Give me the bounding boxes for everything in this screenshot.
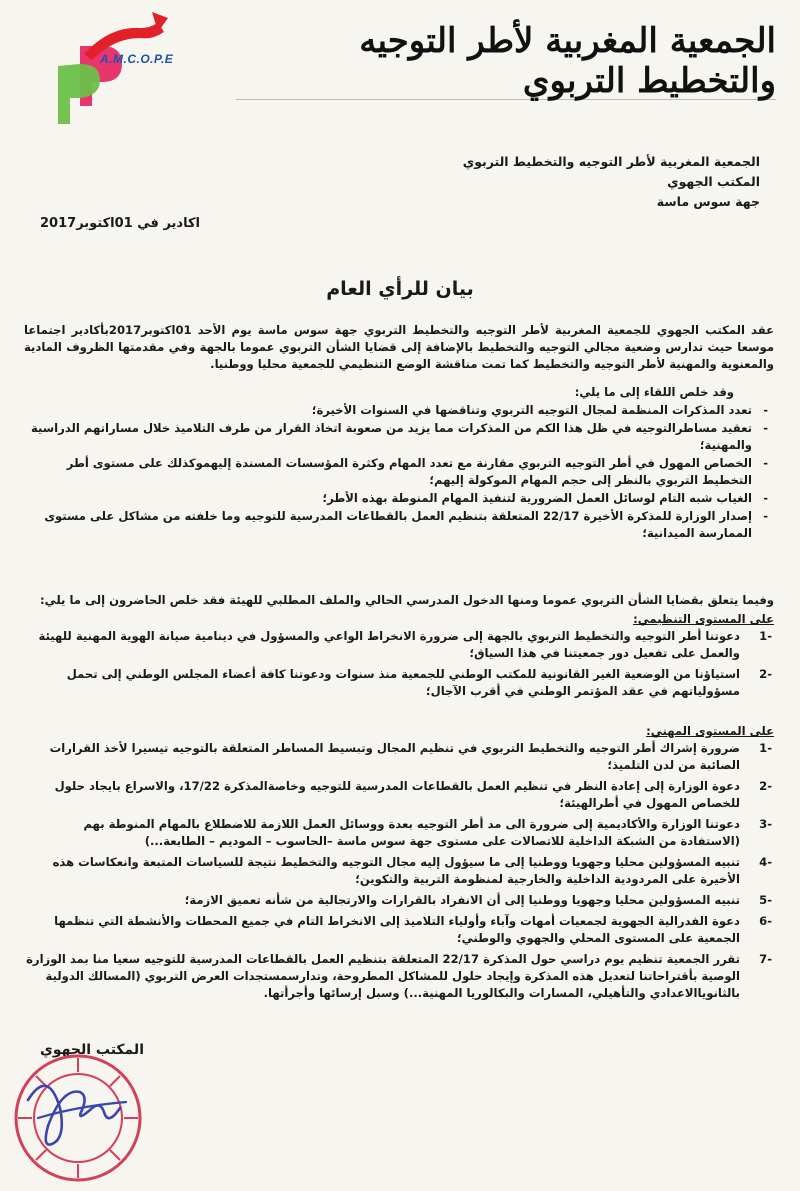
org-level-heading: على المستوى التنظيمي:: [633, 612, 774, 626]
intro-paragraph: عقد المكتب الجهوي للجمعية المغربية لأطر التوجيه والتخطيط التربوي جهة سوس ماسة يوم الأحد 01اكتوبر2017بأكادير اجتماعا موسعا حيث تدارس وضعية مجالي التوجيه والتخطيط بالإضافة إلى قضايا الشأن التربوي عموما بالجهة وفي مقدمتها الظروف المادية والمعنوية والمهنية لأطر التوجيه والتخطيط كما تمت مناقشة الوضع التنظيمي للجمعية محليا ووطنيا.: [24, 323, 774, 371]
official-stamp: [8, 1048, 148, 1188]
item-text: تنبيه المسؤولين محليا وجهويا ووطنيا إلى ما سيؤول إليه مجال التوجيه والتخطيط نتيجة للسياسات المتبعة وانعكاسات هذه الأخيرة على المردودية الداخلية والخارجية لمنظومة التربية والتكوين؛: [52, 855, 740, 886]
list-item: [24, 666, 774, 700]
signature-label: المكتب الجهوي: [40, 1042, 144, 1058]
address-line-office: المكتب الجهوي: [667, 174, 760, 189]
list-item: [24, 816, 774, 850]
item-text: دعوة الفدرالية الجهوية لجمعيات أمهات وآباء وأولياء التلاميذ إلى الانخراط التام في جميع المحطات والأنشطة التي تنظمها الجمعية على المستوى المحلي والجهوي والوطني؛: [54, 914, 740, 945]
logo-text: A.M.C.O.P.E: [100, 52, 174, 66]
list-item: - الخصاص المهول في أطر التوجيه التربوي مقارنة مع تعدد المهام وكثرة المؤسسات المسندة إليهموكذلك على مستوى أطر التخطيط التربوي بالنظر إلى حجم المهام الموكولة إليهم؛: [24, 455, 774, 489]
conclusion-line: وقد خلص اللقاء إلى ما يلي:: [574, 385, 734, 399]
list-item: [24, 913, 774, 947]
item-number: -6: [759, 914, 772, 928]
list-item: - تعقيد مساطرالتوجيه في ظل هذا الكم من المذكرات مما يزيد من صعوبة اتخاذ القرار من طرف التلاميذ خلال مساراتهم الدراسية والمهنية؛: [24, 420, 774, 454]
item-number: -1: [759, 629, 772, 643]
item-number: -3: [759, 817, 772, 831]
item-number: -7: [759, 952, 772, 966]
item-text: تقرر الجمعية تنظيم يوم دراسي حول المذكرة 22/17 المتعلقة بتنظيم العمل بالقطاعات المدرسية للتوجيه سعيا منا بمد الوزارة الوصية بأقتراحاتنا لتعديل هذه المذكرة وإيجاد حلول للمشاكل المطروحة، وتدارسمستجدات العرض التربوي (المسالك الدولية بالثانوياالاعدادي والتأهيلي، المسارات والبكالوريا المهنية...) وسبل إرسائها وأجرأتها.: [26, 952, 740, 1000]
item-text: استياؤنا من الوضعية الغير القانونية للمكتب الوطني للجمعية منذ سنوات ودعوتنا كافة أعضاء المجلس الوطني إلى تحمل مسؤولياتهم في عقد المؤتمر الوطني في أقرب الآجال؛: [66, 667, 740, 698]
list-item: - تعدد المذكرات المنظمة لمجال التوجيه التربوي وتناقضها في السنوات الأخيرة؛: [24, 402, 774, 419]
address-line-association: الجمعية المغربية لأطر التوجيه والتخطيط التربوي: [462, 154, 760, 169]
list-item: - الغياب شبه التام لوسائل العمل الضرورية لتنفيذ المهام المنوطة بهذه الأطر؛: [24, 490, 774, 507]
header-title: الجمعية المغربية لأطر التوجيه والتخطيط التربوي: [236, 22, 776, 100]
prof-level-list: [24, 740, 774, 1006]
list-item: [24, 854, 774, 888]
list-item: [24, 951, 774, 1002]
association-logo: [40, 6, 220, 131]
list-item: [24, 778, 774, 812]
item-text: ضرورة إشراك أطر التوجيه والتخطيط التربوي في تنظيم المجال وتبسيط المساطر المتعلقة بالتوجيه تيسيرا لأخذ القرارات الصائبة من لدن التلميذ؛: [49, 741, 740, 772]
section-intro: وفيما يتعلق بقضايا الشأن التربوي عموما ومنها الدخول المدرسي الحالي والملف المطلبي للهيئة فقد خلص الحاضرون إلى ما يلي:: [39, 593, 774, 607]
list-item: [24, 892, 774, 909]
address-line-region: جهة سوس ماسة: [656, 194, 760, 209]
item-text: دعوتنا الوزارة والأكاديمية إلى ضرورة الى مد أطر التوجيه بعدة ووسائل العمل اللازمة للاضطلاع بالمهام المنوطة بهم (الاستفادة من الشبكة الداخلية للاتصالات على مستوى جهة سوس ماسة –الحاسوب – الموديم – الطابعة...): [83, 817, 740, 848]
item-number: -5: [759, 893, 772, 907]
item-number: -2: [759, 779, 772, 793]
item-text: دعوتنا أطر التوجيه والتخطيط التربوي بالجهة إلى ضرورة الانخراط الواعي والمسؤول في دينامية صيانة الهوية المهنية للهيئة والعمل على تفعيل دور جمعيتنا في هذا السياق؛: [38, 629, 740, 660]
item-text: دعوة الوزارة إلى إعادة النظر في تنظيم العمل بالقطاعات المدرسية للتوجيه وخاصةالمذكرة 17/22، والاسراع بايجاد حلول للخصاص المهول في أطرالهيئة؛: [54, 779, 740, 810]
list-item: [24, 740, 774, 774]
list-item: - إصدار الوزارة للمذكرة الأخيرة 22/17 المتعلقة بتنظيم العمل بالقطاعات المدرسية للتوجيه وما خلفته من مشاكل على مستوى الممارسة الميدانية؛: [24, 508, 774, 542]
item-number: -2: [759, 667, 772, 681]
findings-list: [24, 402, 774, 543]
org-level-list: [24, 628, 774, 704]
item-text: تنبيه المسؤولين محليا وجهويا ووطنيا إلى أن الانفراد بالقرارات والارتجالية من شأنه تعميق الازمة؛: [184, 893, 740, 907]
prof-level-heading: على المستوى المهني:: [646, 724, 774, 738]
document-date: اكادير في 01اكتوبر2017: [40, 216, 200, 231]
list-item: [24, 628, 774, 662]
item-number: -1: [759, 741, 772, 755]
document-title: بيان للرأي العام: [326, 278, 474, 300]
address-block: [463, 152, 760, 212]
item-number: -4: [759, 855, 772, 869]
